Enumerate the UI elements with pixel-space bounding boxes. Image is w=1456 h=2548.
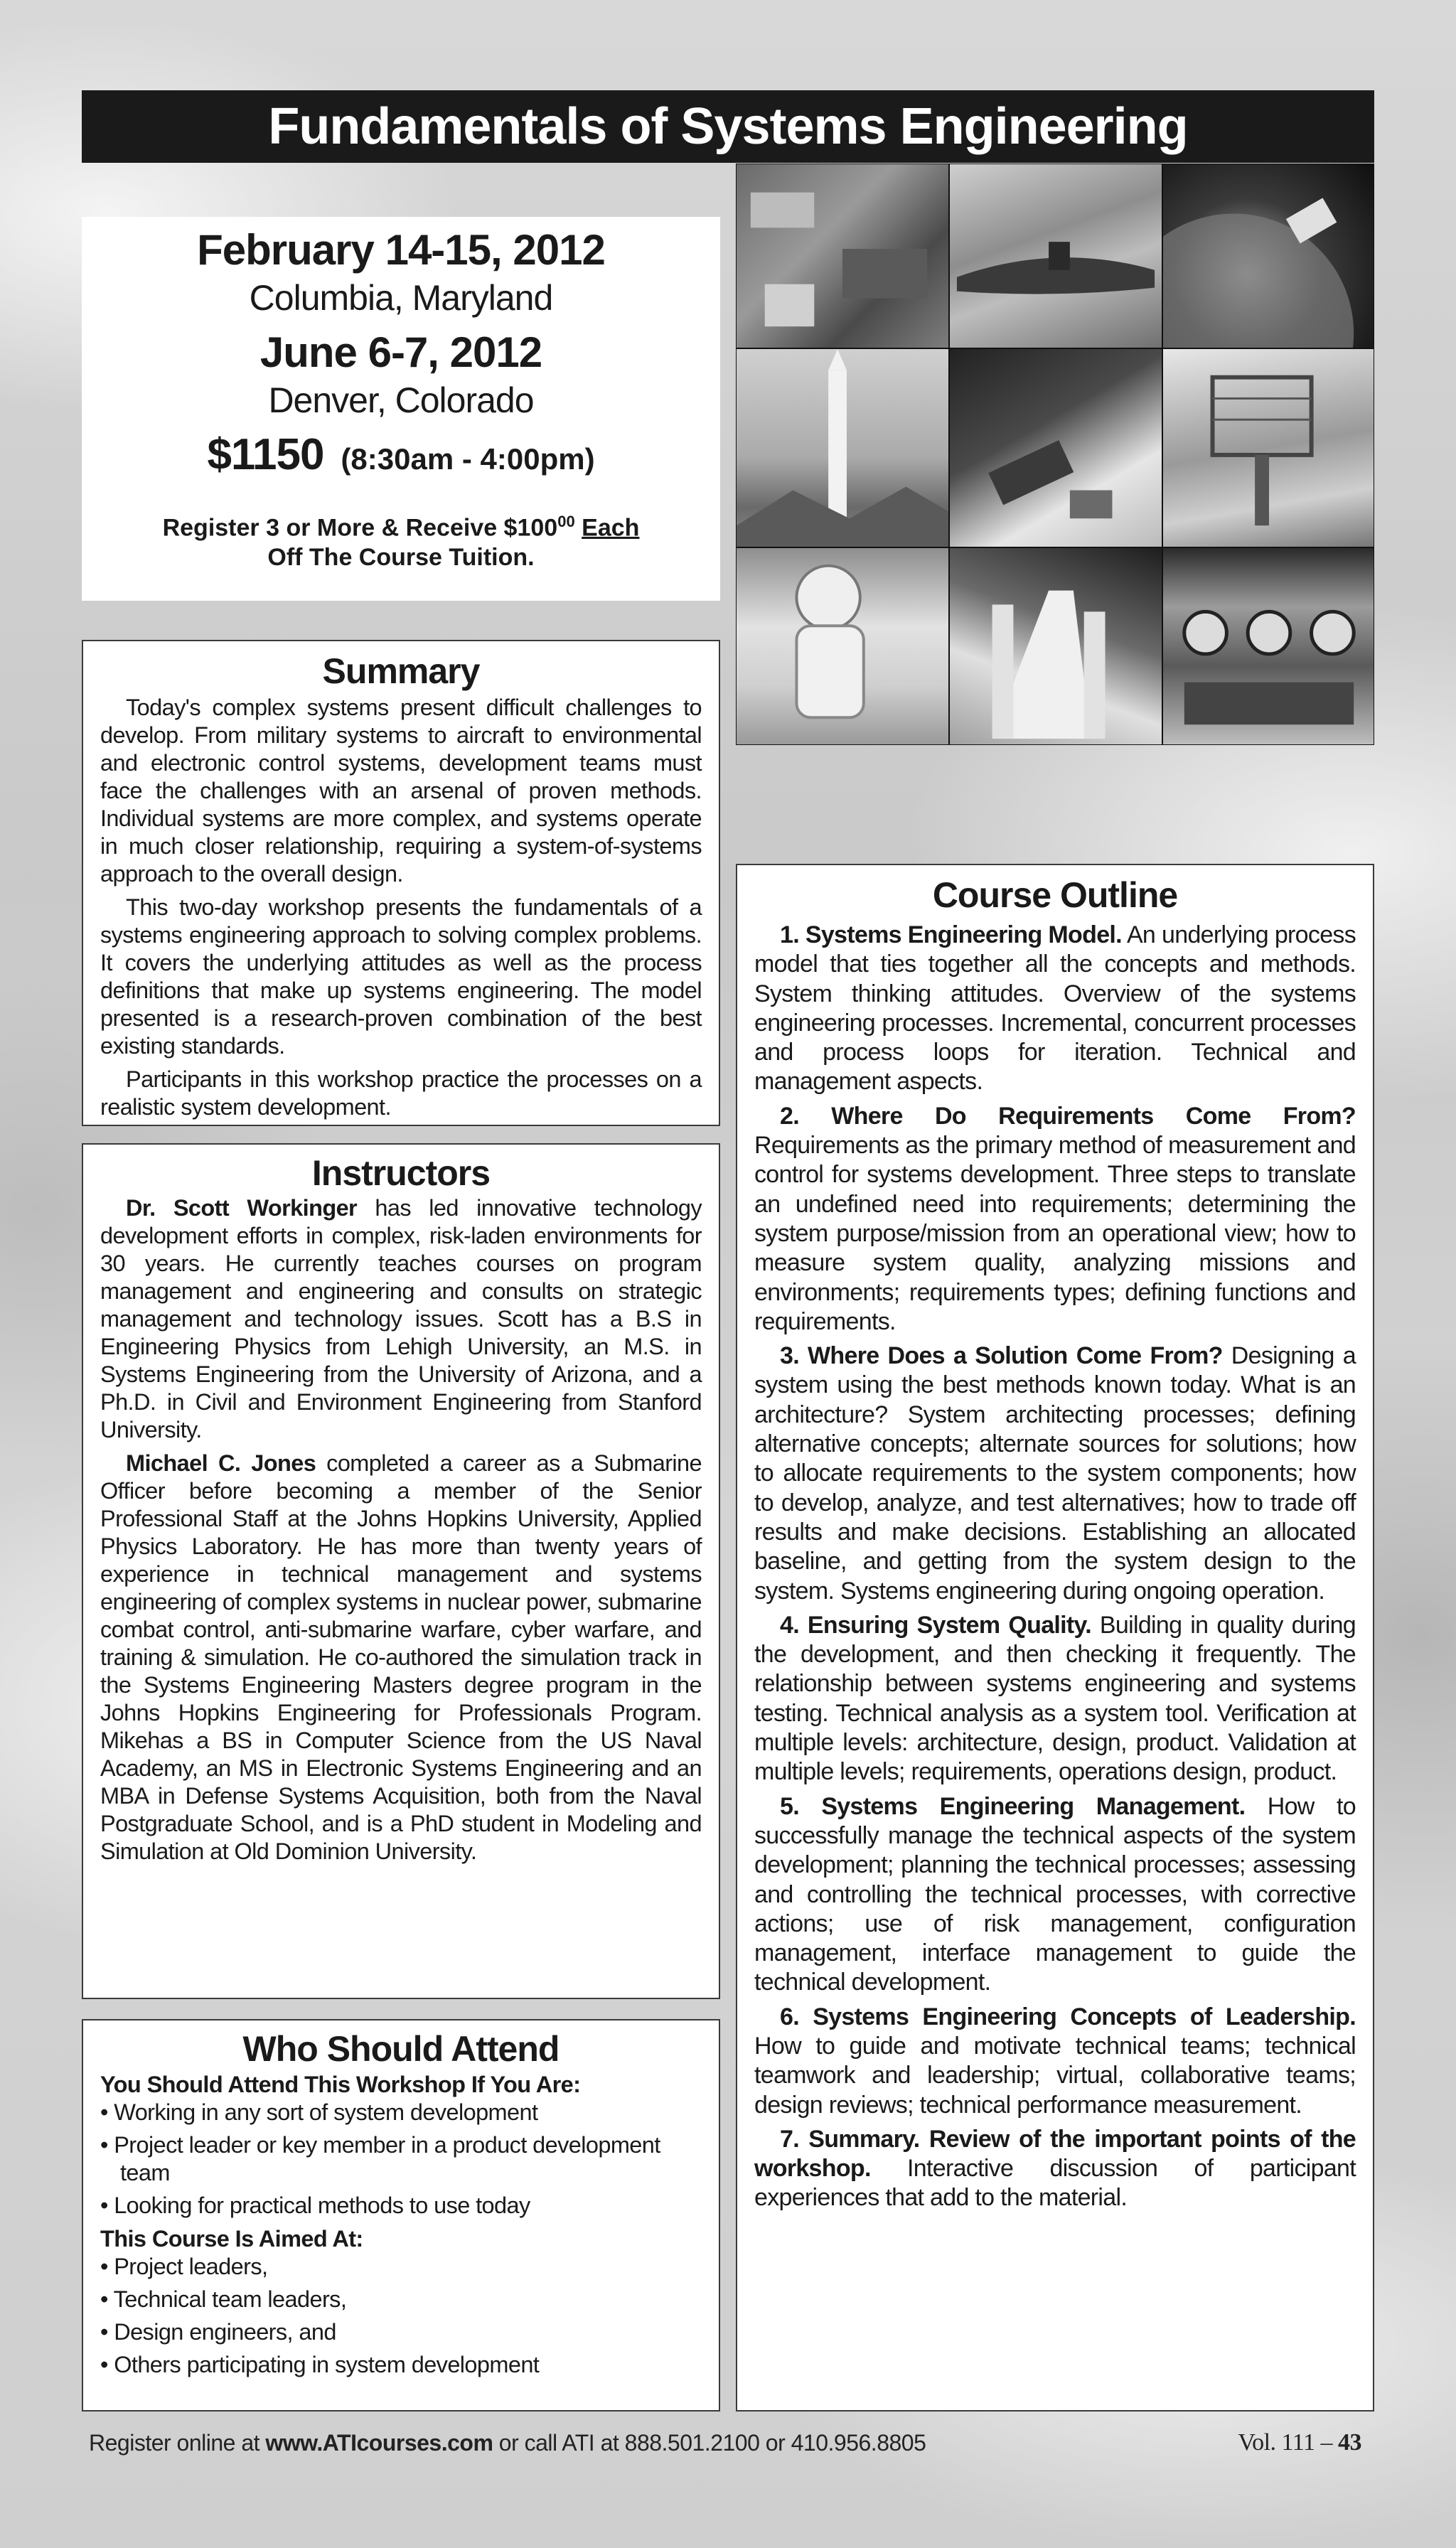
outline-item (754, 2125, 1356, 2213)
instructor-bio-text: completed a career as a Submarine Officer before becoming a member of the Senior Professional Staff at the Johns Hopkins University, Applied Physics Laboratory. He has more than twenty years of experience in technical management and systems engineering of complex systems in nuclear power, submarine combat control, anti-submarine warfare, cyber warfare, and training & simulation. He co-authored the simulation track in the Systems Engineering Masters degree program in the Johns Hopkins Engineering for Professionals Program. Mikehas a BS in Computer Science from the US Naval Academy, an MS in Electronic Systems Engineering and an MBA in Defense Systems Acquisition, both from the Naval Postgraduate School, and is a PhD student in Modeling and Simulation at Old Dominion University. (100, 1450, 702, 1864)
summary-box (82, 640, 720, 1126)
attend-heading: Who Should Attend (242, 2029, 560, 2069)
who-should-attend-box (82, 2019, 720, 2412)
instructor-bio (100, 1194, 702, 1444)
list-item: • Looking for practical methods to use today (100, 2193, 530, 2218)
outline-item-title: 2. Where Do Requirements Come From? (780, 1102, 1356, 1130)
audience-subheading: This Course Is Aimed At: (100, 2226, 363, 2252)
attend-list (100, 2099, 702, 2220)
radar-antenna-photo (1162, 348, 1374, 547)
summary-heading: Summary (322, 651, 480, 691)
page-title: Fundamentals of Systems Engineering (82, 90, 1374, 163)
promo-line2: Off The Course Tuition. (267, 544, 535, 572)
outline-item-text: Designing a system using the best methods known today. What is an architecture? System architecting processes; defining alternative concepts; alternate sources for solutions; how to allocate requirements to the system components; how to develop, analyze, and test alternatives; how to trade off results and make decisions. Establishing an allocated baseline, and getting from the system design to the system. Systems engineering during ongoing operation. (754, 1342, 1356, 1605)
list-item: • Project leader or key member in a product development team (100, 2132, 660, 2185)
attend-subheading: You Should Attend This Workshop If You Are: (100, 2072, 581, 2097)
outline-item-text: Interactive discussion of participant experiences that add to the material. (754, 2155, 1356, 2212)
session-location-2: Denver, Colorado (268, 380, 534, 420)
satellite-earth-photo (1162, 164, 1374, 348)
session-location-1: Columbia, Maryland (249, 278, 553, 318)
outline-item-title: 5. Systems Engineering Management. (780, 1792, 1246, 1820)
outline-item-text: How to successfully manage the technical aspects of the system development; planning the technical processes; assessing and controlling the technical processes, with corrective actions; use of risk management, configuration management, interface management to guide the technical development. (754, 1792, 1356, 1996)
satellite-panel-photo (949, 348, 1162, 547)
price-row (82, 427, 720, 494)
list-item: • Technical team leaders, (100, 2286, 347, 2312)
instructors-heading: Instructors (311, 1153, 491, 1193)
volume-page (1238, 2425, 1361, 2461)
session-info-box (82, 217, 720, 601)
course-hours: (8:30am - 4:00pm) (341, 442, 595, 476)
list-item: • Working in any sort of system development (100, 2099, 538, 2125)
outline-item-title: 1. Systems Engineering Model. (780, 921, 1122, 948)
instructor-bio-text: has led innovative technology development efforts in complex, risk-laden environments for 30 years. He currently teaches courses on program management and engineering and consults on strategic management and technology issues. Scott has a B.S in Engineering Physics from Lehigh University, an M.S. in Systems Engineering from the University of Arizona, and a Ph.D. in Civil and Environment Engineering from Stanford University. (100, 1195, 702, 1442)
instructors-box (82, 1143, 720, 1999)
outline-item (754, 1611, 1356, 1787)
outline-item-text: Building in quality during the development, and then checking it frequently. The relationship between systems engineering and systems testing. Technical analysis as a system tool. Verification at multiple levels: architecture, design, product. Validation at multiple levels; requirements, operations design, product. (754, 1611, 1356, 1786)
outline-item-title: 3. Where Does a Solution Come From? (780, 1342, 1223, 1370)
rocket-launch-photo (736, 348, 949, 547)
promo-cents: 00 (557, 513, 575, 530)
list-item: • Project leaders, (100, 2254, 268, 2279)
promo-each: Each (582, 514, 640, 542)
outline-item (754, 1792, 1356, 1998)
outline-item (754, 921, 1356, 1097)
photo-collage (736, 164, 1374, 745)
instructor-bio (100, 1450, 702, 1866)
summary-paragraph: This two-day workshop presents the fundamentals of a systems engineering approach to solving complex problems. It covers the underlying attitudes as well as the process definitions that make up systems engineering. The model presented is a research-proven combination of the best existing standards. (100, 894, 702, 1059)
course-outline-box (736, 864, 1374, 2412)
group-discount-promo (82, 507, 720, 572)
outline-item-text: Requirements as the primary method of measurement and control for systems development. Three steps to translate an undefined need into requirements; determining the system purpose/mission from an operational view; how to measure system quality, analyzing missions and environments; requirements types; defining functions and requirements. (754, 1132, 1356, 1335)
footer-prefix: Register online at (89, 2430, 266, 2456)
instructor-name: Michael C. Jones (126, 1450, 316, 1476)
summary-paragraph: Participants in this workshop practice the processes on a realistic system development. (100, 1066, 702, 1120)
instructor-name: Dr. Scott Workinger (126, 1195, 358, 1221)
outline-item-text: How to guide and motivate technical teams; technical teamwork and leadership; virtual, collaborative teams; design reviews; technical performance measurement. (754, 2032, 1356, 2119)
session-date-2: June 6-7, 2012 (259, 328, 542, 376)
session-date-1: February 14-15, 2012 (197, 226, 605, 274)
outline-item (754, 1102, 1356, 1337)
outline-item-title: 4. Ensuring System Quality. (780, 1611, 1091, 1639)
astronaut-photo (736, 547, 949, 745)
outline-item-title: 7. Summary. Review of the important points of the workshop. (754, 2125, 1356, 2183)
circuit-board-photo (736, 164, 949, 348)
promo-text: Register 3 or More & Receive $100 (162, 514, 558, 542)
volume-label: Vol. 111 – (1238, 2429, 1338, 2456)
summary-paragraph: Today's complex systems present difficult challenges to develop. From military systems to aircraft to environmental and electronic control systems, development teams must face the challenges with an arsenal of proven methods. Individual systems are more complex, and systems operate in much closer relationship, requiring a system-of-systems approach to the overall design. (100, 695, 702, 887)
list-item: • Others participating in system development (100, 2352, 540, 2377)
cockpit-panel-photo (1162, 547, 1374, 745)
course-price: $1150 (207, 430, 324, 479)
outline-heading: Course Outline (932, 875, 1178, 915)
page-number: 43 (1338, 2429, 1361, 2456)
footer-phone: or call ATI at 888.501.2100 or 410.956.8805 (493, 2430, 926, 2456)
page-footer (89, 2425, 1361, 2461)
outline-item (754, 2003, 1356, 2120)
outline-item (754, 1342, 1356, 1606)
space-shuttle-photo (949, 547, 1162, 745)
footer-url-link[interactable]: www.ATIcourses.com (265, 2430, 493, 2456)
audience-list (100, 2253, 702, 2379)
outline-item-text: An underlying process model that ties together all the concepts and methods. System thinking attitudes. Overview of the systems engineering processes. Incremental, concurrent processes and process loops for iteration. Technical and management aspects. (754, 921, 1356, 1096)
outline-item-title: 6. Systems Engineering Concepts of Leadership. (780, 2003, 1356, 2030)
list-item: • Design engineers, and (100, 2319, 336, 2345)
submarine-photo (949, 164, 1162, 348)
